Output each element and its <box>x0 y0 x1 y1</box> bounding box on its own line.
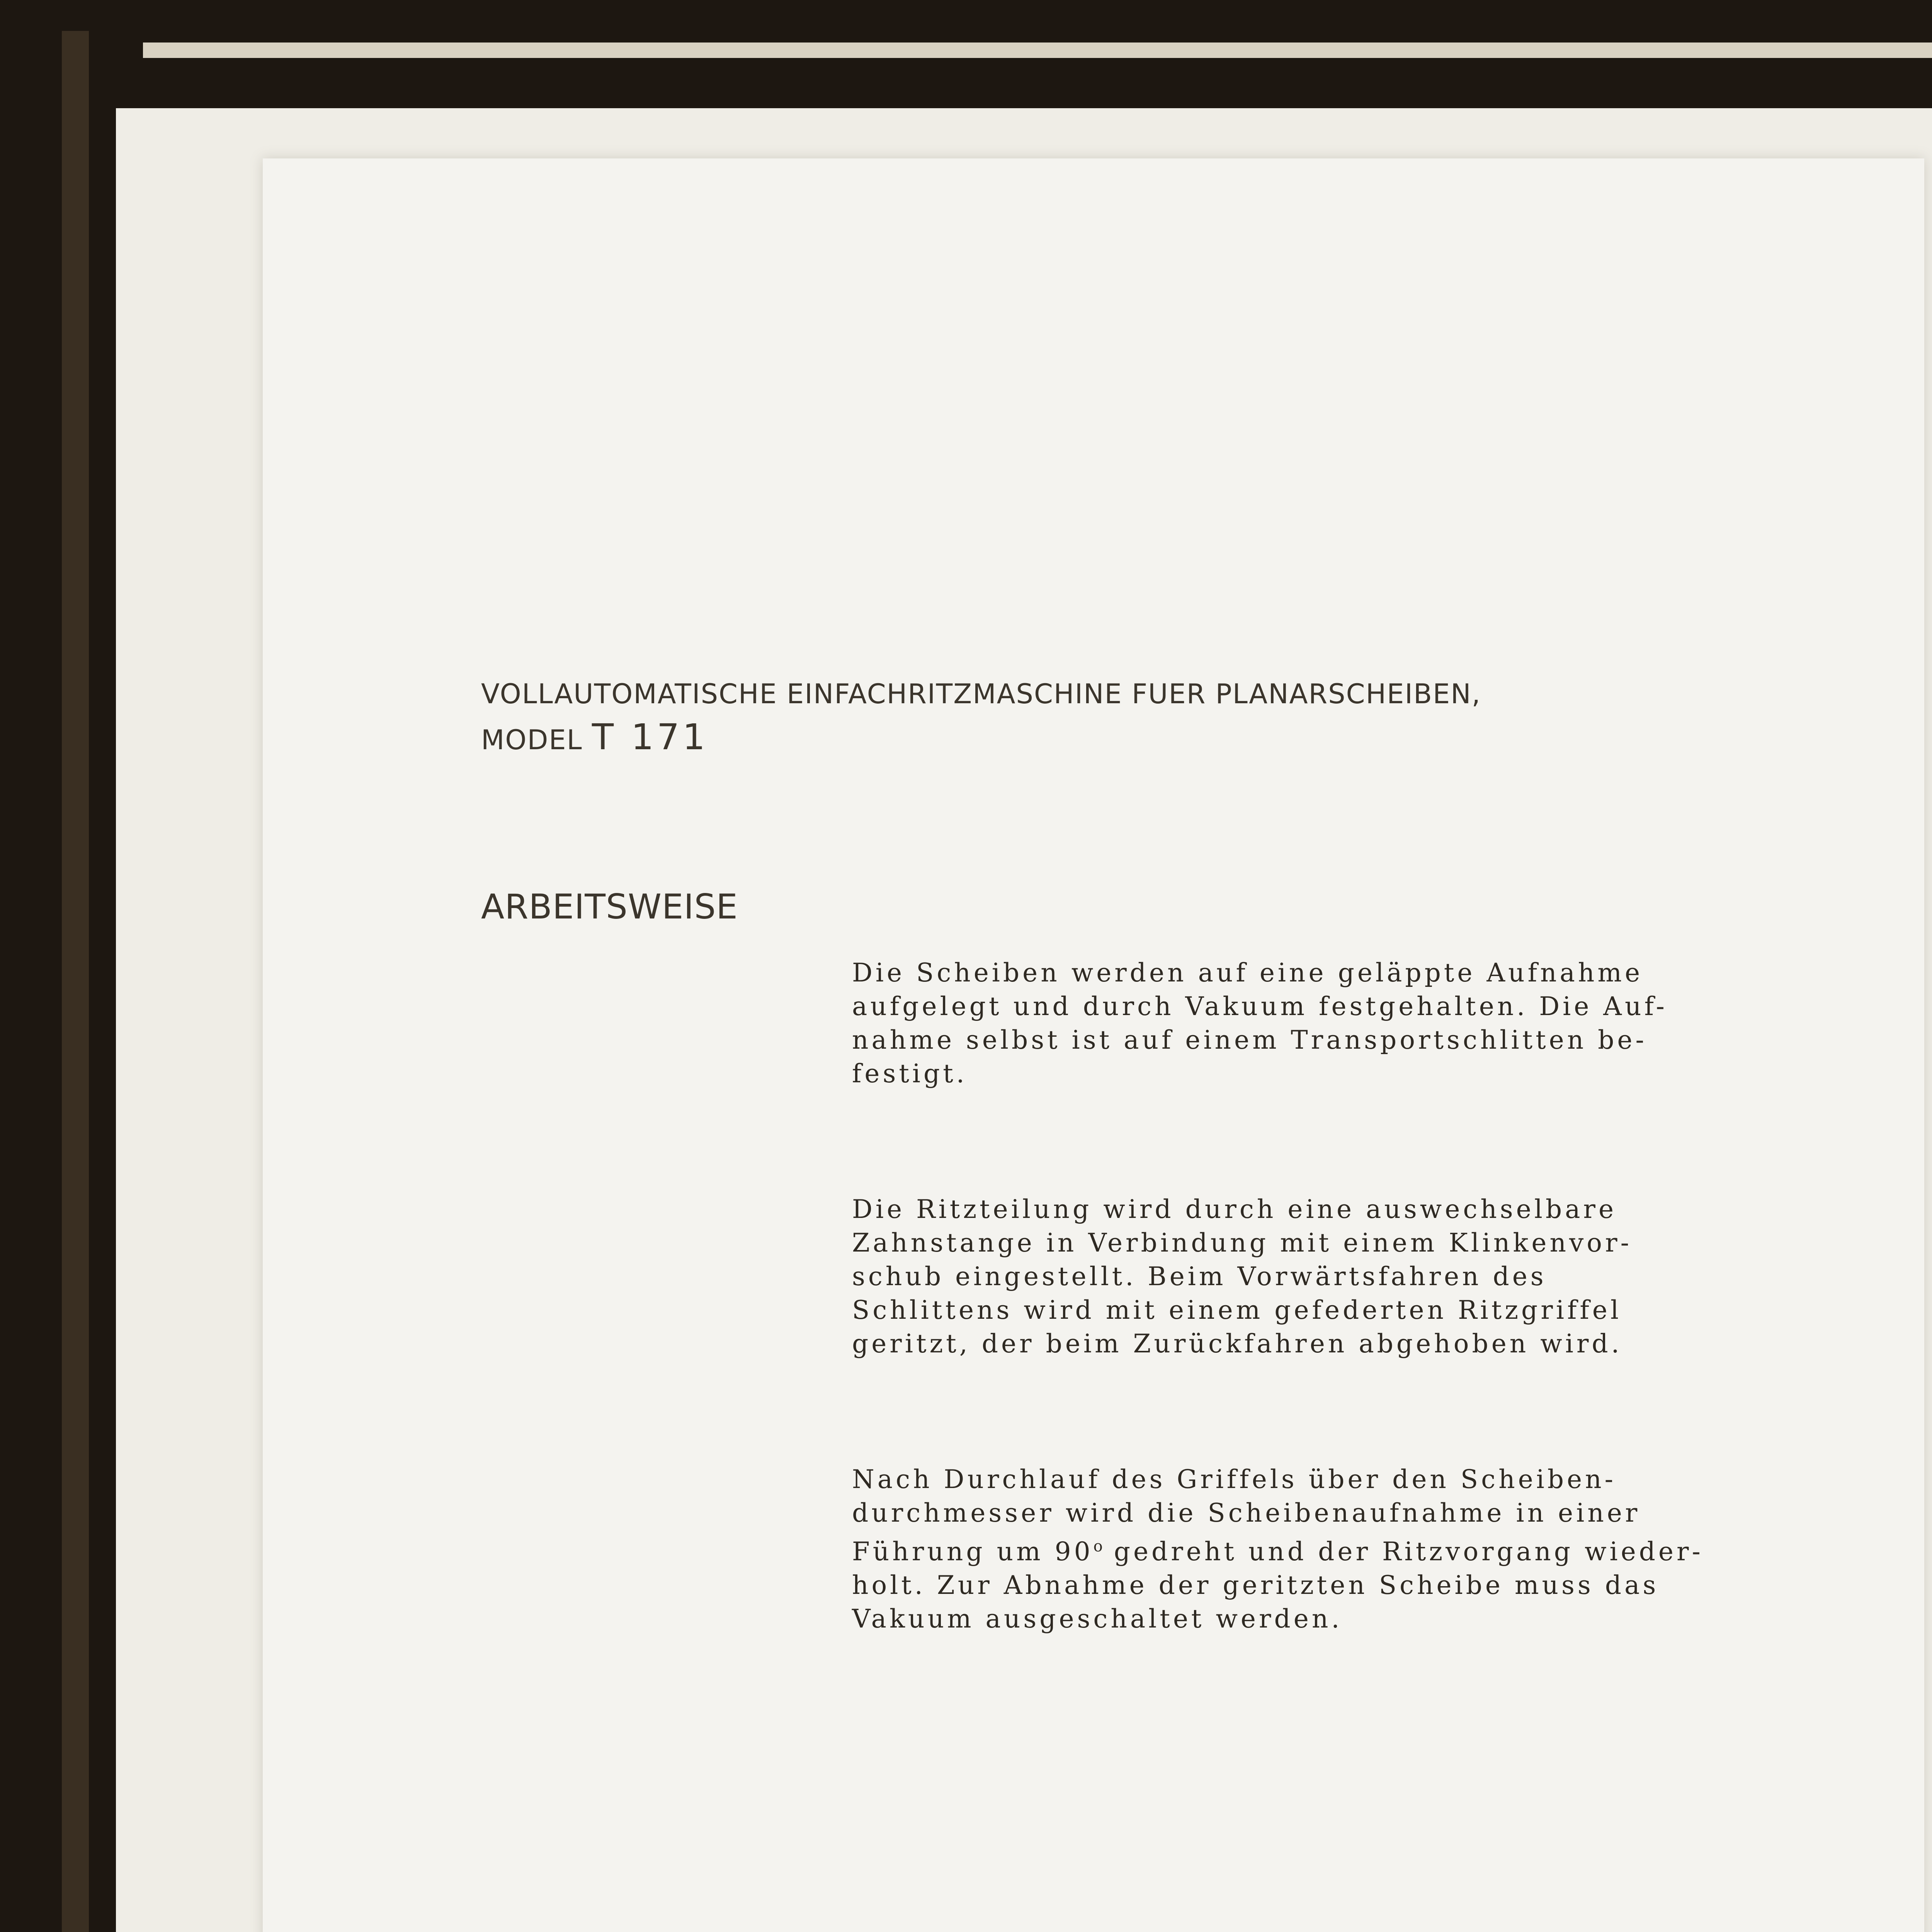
document-title <box>481 672 1481 762</box>
text-line: Die Ritzteilung wird durch eine auswechselbare <box>852 1194 1617 1224</box>
text-line: geritzt, der beim Zurückfahren abgehoben wird. <box>852 1329 1622 1359</box>
text-line: gedreht und der Ritzvorgang wieder- <box>1102 1537 1704 1566</box>
film-top-strip <box>143 43 1932 58</box>
model-number: T 171 <box>592 716 708 758</box>
text-line: holt. Zur Abnahme der geritzten Scheibe muss das <box>852 1570 1659 1600</box>
text-line: nahme selbst ist auf einem Transportschlitten be- <box>852 1025 1647 1055</box>
text-line: Die Scheiben werden auf eine geläppte Aufnahme <box>852 958 1643 988</box>
text-line: Schlittens wird mit einem gefederten Ritzgriffel <box>852 1295 1622 1325</box>
paragraph-3 <box>852 1463 1857 1636</box>
text-line: schub eingestellt. Beim Vorwärtsfahren des <box>852 1262 1547 1291</box>
title-line-2-prefix: MODEL <box>481 724 592 756</box>
text-line: Zahnstange in Verbindung mit einem Klinkenvor- <box>852 1228 1632 1258</box>
section-label: ARBEITSWEISE <box>481 887 738 927</box>
film-edge <box>62 31 89 1932</box>
degree-symbol: o <box>1093 1537 1103 1555</box>
body-text <box>852 889 1857 1738</box>
text-line: festigt. <box>852 1059 968 1088</box>
text-line: aufgelegt und durch Vakuum festgehalten. Die Auf- <box>852 992 1668 1021</box>
paragraph-2 <box>852 1192 1857 1361</box>
text-line: Vakuum ausgeschaltet werden. <box>852 1604 1343 1634</box>
text-line: Nach Durchlauf des Griffels über den Scheiben- <box>852 1464 1616 1494</box>
text-line: Führung um 90 <box>852 1537 1094 1566</box>
title-line-1: VOLLAUTOMATISCHE EINFACHRITZMASCHINE FUER PLANARSCHEIBEN, <box>481 678 1481 710</box>
text-line: durchmesser wird die Scheibenaufnahme in einer <box>852 1498 1641 1528</box>
paragraph-1 <box>852 956 1857 1090</box>
